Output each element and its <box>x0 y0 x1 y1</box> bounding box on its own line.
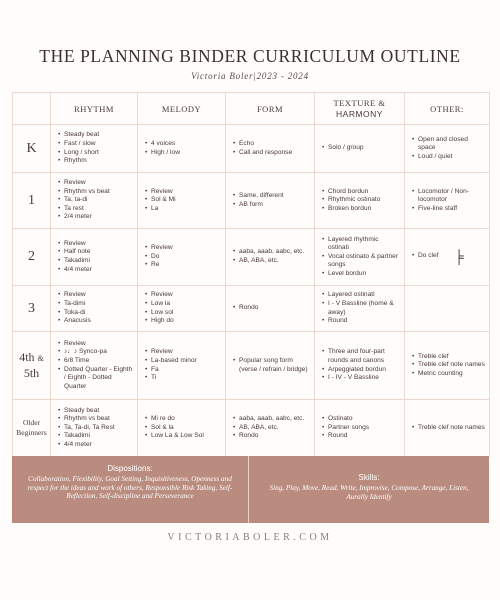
grade-label-line2: 5th <box>23 366 40 380</box>
list-item: • Arpeggiated bordun <box>322 366 400 375</box>
list-item: • Rhythm <box>58 157 133 166</box>
list-item: • Ta rest <box>58 205 133 214</box>
form-cell <box>226 173 315 229</box>
list-item: • Takadimi <box>58 432 133 441</box>
grade-label <box>13 400 51 457</box>
column-header-texture-line2: HARMONY <box>336 108 383 119</box>
list-item: • Broken bordun <box>322 205 400 214</box>
grade-row <box>13 286 490 332</box>
list-item: • aaba, aaab, aabc, etc. <box>233 248 310 257</box>
list-item: • 4/4 meter <box>58 266 133 275</box>
list-item: • AB form <box>233 201 310 210</box>
list-item: • Popular song form (verse / refrain / bridge) <box>233 357 310 374</box>
list-item: • Do <box>145 253 221 262</box>
grade-row <box>13 173 490 229</box>
column-header-rhythm: RHYTHM <box>51 93 138 125</box>
melody-cell <box>138 173 226 229</box>
form-cell <box>226 229 315 286</box>
footer-band <box>12 456 489 523</box>
list-item: • Review <box>145 244 221 253</box>
rhythm-cell <box>51 173 138 229</box>
list-item: • Chord bordun <box>322 188 400 197</box>
grade-label: K <box>13 125 51 173</box>
list-item: • Locomotor / Non-locomotor <box>412 188 485 205</box>
list-item: • AB, ABA, etc. <box>233 424 310 433</box>
list-item: • Low La & Low Sol <box>145 432 221 441</box>
list-item: • Review <box>145 348 221 357</box>
skills-text: Sing, Play, Move, Read, Write, Improvise, Compose, Arrange, Listen, Aurally Identify <box>269 484 469 501</box>
list-item: • Call and response <box>233 149 310 158</box>
list-item: • Do clef <box>412 252 439 261</box>
texture-cell <box>315 173 405 229</box>
list-item: • Rondo <box>233 432 310 441</box>
list-item: • 6/8 Time <box>58 357 133 366</box>
rhythm-cell <box>51 229 138 286</box>
grade-label <box>13 332 51 400</box>
list-item: • High do <box>145 317 221 326</box>
list-item: • Rondo <box>233 304 310 313</box>
list-item: • Rhythm vs beat <box>58 415 133 424</box>
corner-cell <box>13 93 51 125</box>
grade-label-line2: Beginners <box>16 428 47 437</box>
other-cell <box>405 125 490 173</box>
column-header-melody: MELODY <box>138 93 226 125</box>
grade-label-line1: 4th <box>19 350 35 364</box>
list-item: • Review <box>58 340 133 349</box>
list-item: • Metric counting <box>412 370 485 379</box>
list-item: • Review <box>58 291 133 300</box>
rhythm-cell <box>51 286 138 332</box>
list-item: • Layered ostinati <box>322 291 400 300</box>
list-item: • I - IV - V Bassline <box>322 374 400 383</box>
header-row <box>13 93 490 125</box>
list-item: • Review <box>58 179 133 188</box>
melody-cell <box>138 125 226 173</box>
list-item: • High / low <box>145 149 221 158</box>
melody-cell <box>138 332 226 400</box>
list-item: • Fa <box>145 366 221 375</box>
grade-label-amp: & <box>37 354 44 363</box>
list-item: • Loud / quiet <box>412 153 485 162</box>
grade-row <box>13 332 490 400</box>
form-cell <box>226 286 315 332</box>
curriculum-table <box>12 92 490 457</box>
grade-label: 1 <box>13 173 51 229</box>
grade-label-line1: Older <box>22 418 41 427</box>
list-item: • I - V Bassline (home & away) <box>322 300 400 317</box>
list-item: • Half note <box>58 248 133 257</box>
list-item: • Partner songs <box>322 424 400 433</box>
list-item: • Five-line staff <box>412 205 485 214</box>
list-item: • Review <box>58 240 133 249</box>
skills-panel <box>249 456 489 523</box>
list-item: • La <box>145 205 221 214</box>
other-cell <box>405 332 490 400</box>
website-link[interactable]: VICTORIABOLER.COM <box>167 532 333 543</box>
list-item: • Vocal ostinato & partner songs <box>322 253 400 270</box>
list-item: • Review <box>145 188 221 197</box>
list-item: • Same, different <box>233 192 310 201</box>
form-cell <box>226 332 315 400</box>
list-item: • Dotted Quarter - Eighth / Eighth - Dotted Quarter <box>58 366 133 392</box>
list-item: • Ti <box>145 374 221 383</box>
list-item: • Level bordun <box>322 270 400 279</box>
grade-label: 2 <box>13 229 51 286</box>
list-item: • Sol & la <box>145 424 221 433</box>
other-cell <box>405 173 490 229</box>
rhythm-cell <box>51 400 138 457</box>
melody-cell <box>138 229 226 286</box>
texture-cell <box>315 400 405 457</box>
skills-title: Skills: <box>358 473 380 482</box>
list-item: • Long / short <box>58 149 133 158</box>
grade-row <box>13 400 490 457</box>
list-item: • Low la <box>145 300 221 309</box>
list-item: • ♪♩♪ Synco-pa <box>58 348 133 357</box>
list-item: • Steady beat <box>58 131 133 140</box>
list-item: • Fast / slow <box>58 140 133 149</box>
list-item: • La-based minor <box>145 357 221 366</box>
column-header-other: OTHER: <box>405 93 490 125</box>
list-item: • Round <box>322 432 400 441</box>
list-item: • Echo <box>233 140 310 149</box>
column-header-form: FORM <box>226 93 315 125</box>
list-item: • 2/4 meter <box>58 213 133 222</box>
list-item: • Ta, Ta-di, Ta Rest <box>58 424 133 433</box>
page-title: THE PLANNING BINDER CURRICULUM OUTLINE <box>39 46 461 66</box>
list-item: • Review <box>145 291 221 300</box>
list-item: • Treble clef note names <box>412 361 485 370</box>
melody-cell <box>138 400 226 457</box>
list-item: • Low sol <box>145 309 221 318</box>
dispositions-title: Dispositions: <box>107 464 153 473</box>
list-item: • 4 voices <box>145 140 221 149</box>
texture-cell <box>315 332 405 400</box>
other-cell <box>405 229 490 286</box>
list-item: • Three and four-part rounds and canons <box>322 348 400 365</box>
texture-cell <box>315 125 405 173</box>
list-item: • Ta-dimi <box>58 300 133 309</box>
column-header-texture <box>315 93 405 125</box>
column-header-texture-line1: TEXTURE & <box>333 97 386 108</box>
list-item: • Rhythmic ostinato <box>322 196 400 205</box>
list-item: • 4/4 meter <box>58 441 133 450</box>
texture-cell <box>315 286 405 332</box>
grade-row <box>13 229 490 286</box>
list-item: • Layered rhythmic ostinati <box>322 236 400 253</box>
grade-label: 3 <box>13 286 51 332</box>
list-item: • Round <box>322 317 400 326</box>
do-clef-icon: ╞ <box>454 249 464 265</box>
list-item: • Steady beat <box>58 407 133 416</box>
dispositions-panel <box>12 456 249 523</box>
other-cell <box>405 400 490 457</box>
list-item: • Takadimi <box>58 257 133 266</box>
list-item: • Anacusis <box>58 317 133 326</box>
list-item: • AB, ABA, etc. <box>233 257 310 266</box>
texture-cell <box>315 229 405 286</box>
rhythm-cell <box>51 125 138 173</box>
list-item: • Re <box>145 261 221 270</box>
list-item: • Rhythm vs beat <box>58 188 133 197</box>
melody-cell <box>138 286 226 332</box>
list-item: • Open and closed space <box>412 136 485 153</box>
list-item: • Treble clef <box>412 353 485 362</box>
rhythm-cell <box>51 332 138 400</box>
list-item: • Mi re do <box>145 415 221 424</box>
page-subtitle: Victoria Boler|2023 - 2024 <box>191 71 309 81</box>
list-item: • Toka-di <box>58 309 133 318</box>
dispositions-text: Collaboration, Flexibility, Goal Setting, Inquisitiveness, Openness and respect for the ideas and work of others, Responsible Risk Taking, Self-Reflection, Self-discipline and Perseverance <box>27 475 233 501</box>
list-item: • aaba, aaab, aabc, etc. <box>233 415 310 424</box>
list-item: • Sol & Mi <box>145 196 221 205</box>
form-cell <box>226 400 315 457</box>
form-cell <box>226 125 315 173</box>
list-item: • Ostinato <box>322 415 400 424</box>
list-item: • Treble clef note names <box>412 424 485 433</box>
list-item: • Ta, ta-di <box>58 196 133 205</box>
grade-row <box>13 125 490 173</box>
other-cell <box>405 286 490 332</box>
list-item: • Solo / group <box>322 144 400 153</box>
